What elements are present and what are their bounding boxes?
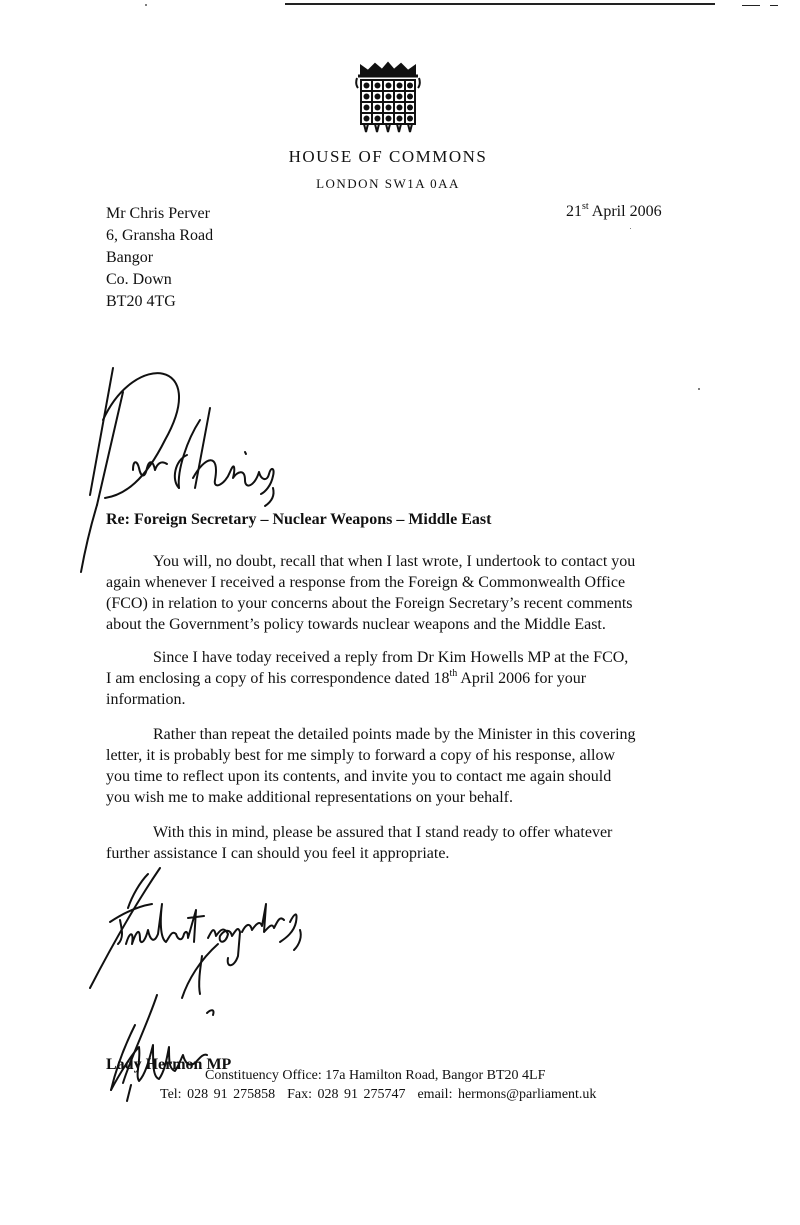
body-line: With this in mind, please be assured that I stand ready to offer whatever: [153, 824, 613, 841]
ordinal-suffix: th: [449, 667, 458, 679]
recipient-line: Co. Down: [106, 271, 172, 288]
body-line: Rather than repeat the detailed points made by the Minister in this covering: [153, 726, 636, 743]
signer-name: Lady Hermon MP: [106, 1056, 232, 1073]
body-line: you time to reflect upon its contents, and invite you to contact me again should: [106, 768, 612, 785]
body-line: [106, 668, 672, 689]
salutation-text: [0, 0, 1, 1]
body-line-part: April 2006 for your: [457, 670, 587, 687]
contact-details: [160, 1087, 596, 1103]
body-line: Since I have today received a reply from Dr Kim Howells MP at the FCO,: [153, 649, 629, 666]
subject-line: Re: Foreign Secretary – Nuclear Weapons – Middle East: [106, 511, 492, 528]
body-line: again whenever I received a response from the Foreign & Commonwealth Office: [106, 574, 626, 591]
body-paragraph: [106, 551, 672, 635]
date-day: 21: [566, 203, 582, 220]
scan-edge-line: [742, 5, 760, 6]
constituency-office: Constituency Office: 17a Hamilton Road, Bangor BT20 4LF: [205, 1068, 546, 1083]
letterhead-address: LONDON SW1A 0AA: [316, 176, 460, 191]
date-rest: April 2006: [588, 203, 662, 220]
body-paragraph: [106, 724, 672, 808]
body-paragraph: [106, 647, 672, 710]
body-line: about the Government’s policy towards nuclear weapons and the Middle East.: [106, 616, 606, 633]
scan-edge-line: [770, 5, 778, 6]
letterhead-title: HOUSE OF COMMONS: [288, 147, 488, 166]
signature-text: [0, 0, 1, 1]
body-paragraph: [106, 822, 672, 864]
recipient-line: Bangor: [106, 249, 154, 266]
date-suffix: st: [582, 200, 589, 212]
body-line: You will, no doubt, recall that when I last wrote, I undertook to contact you: [153, 553, 636, 570]
body-line: information.: [106, 691, 186, 708]
recipient-line: 6, Gransha Road: [106, 227, 214, 244]
letter-date: [566, 200, 662, 221]
body-line: letter, it is probably best for me simply to forward a copy of his response, allow: [106, 747, 616, 764]
scan-edge-line: [285, 3, 715, 5]
handwritten-closing: [50, 860, 310, 1000]
body-line: you wish me to make additional representations on your behalf.: [106, 789, 514, 806]
body-line-part: I am enclosing a copy of his correspondence dated 18: [106, 670, 450, 687]
fax: Fax: 028 91 275747: [287, 1087, 406, 1102]
recipient-line: BT20 4TG: [106, 293, 176, 310]
body-line: (FCO) in relation to your concerns about the Foreign Secretary’s recent comments: [106, 595, 633, 612]
email: email: hermons@parliament.uk: [417, 1087, 597, 1102]
closing-text: [0, 0, 1, 1]
scan-speck: [145, 4, 147, 6]
portcullis-icon: [353, 60, 423, 135]
body-line: further assistance I can should you feel it appropriate.: [106, 845, 450, 862]
scan-speck: [698, 388, 700, 390]
scan-speck: [630, 228, 631, 229]
telephone: Tel: 028 91 275858: [160, 1087, 276, 1102]
recipient-line: Mr Chris Perver: [106, 205, 210, 222]
recipient-address: [106, 203, 213, 313]
